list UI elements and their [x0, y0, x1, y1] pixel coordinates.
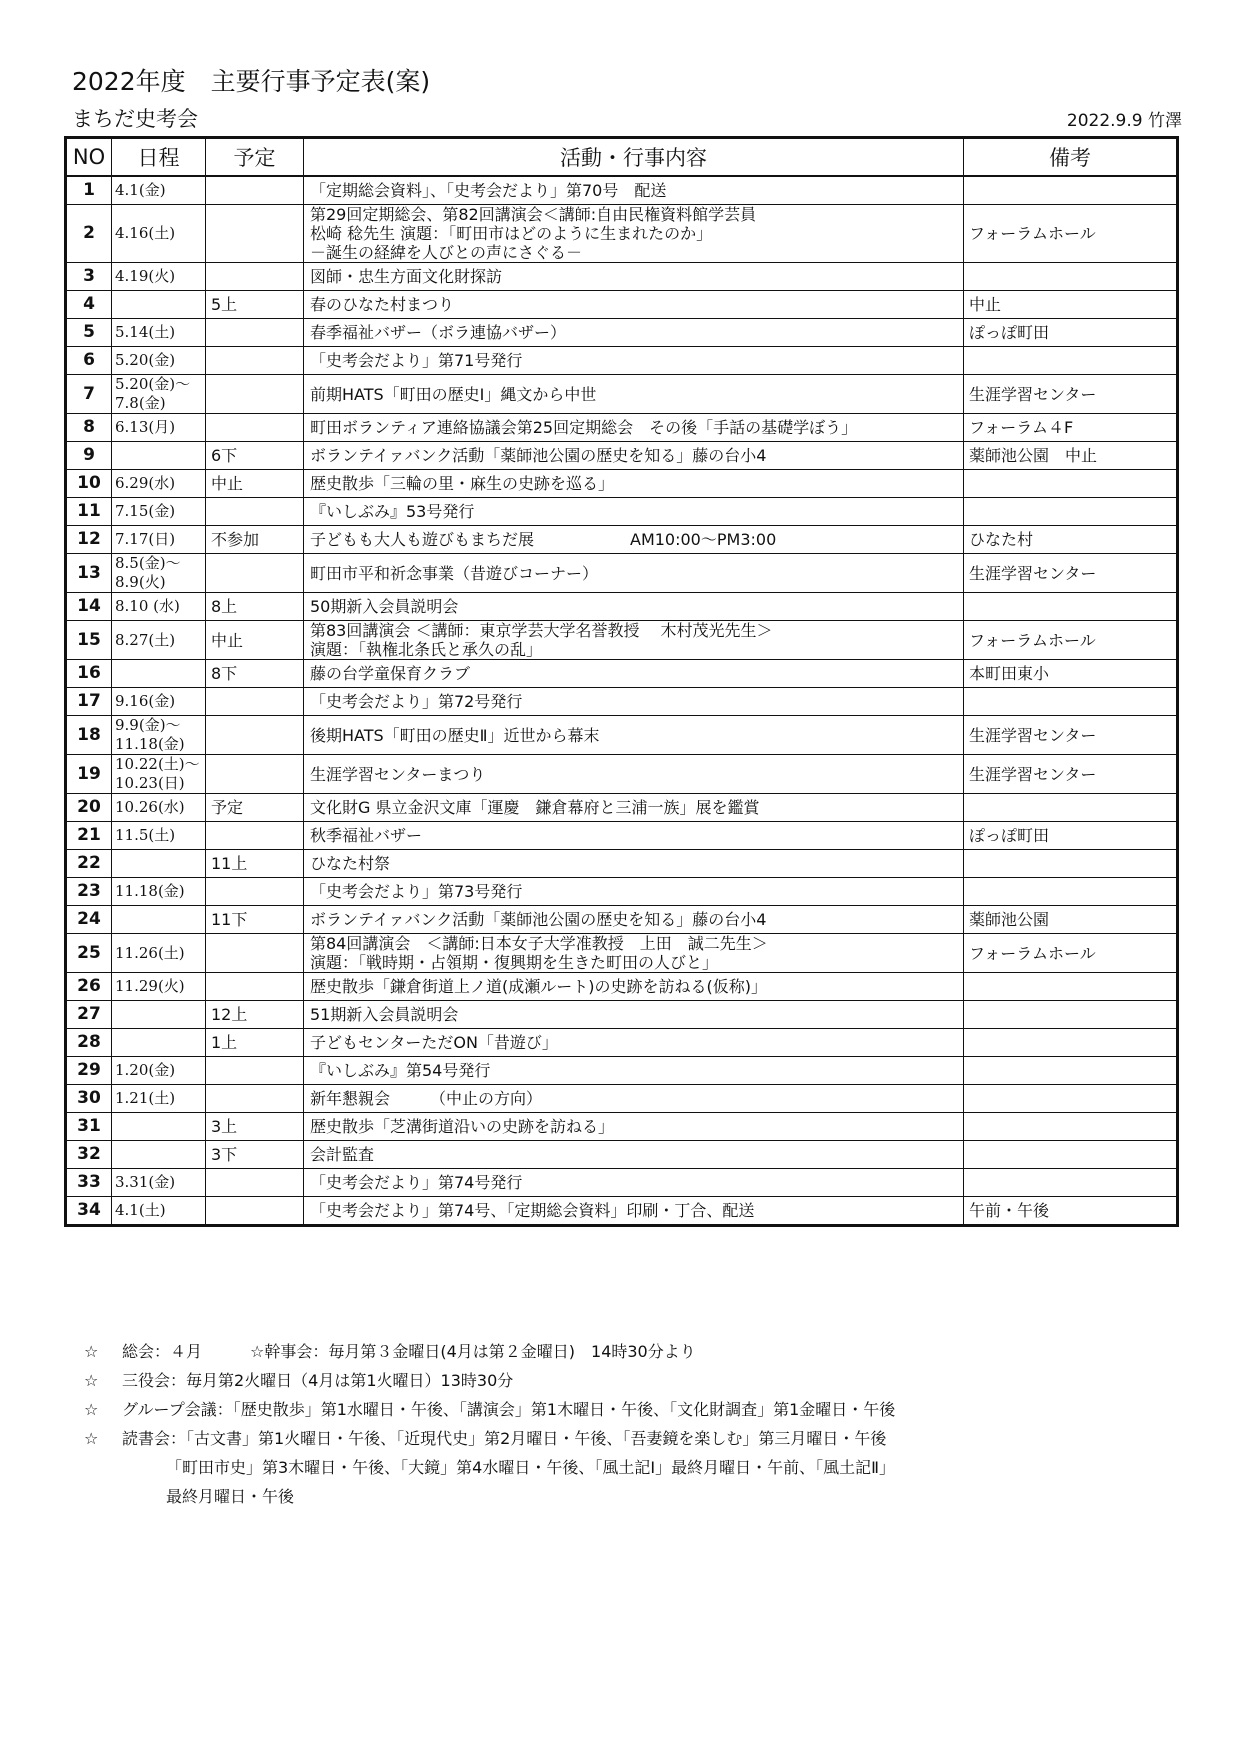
note-cell: 薬師池公園 中止 [964, 442, 1178, 470]
activity-cell: 「史考会だより」第71号発行 [304, 347, 964, 375]
note-cell [964, 1141, 1178, 1169]
row-number: 17 [66, 688, 112, 716]
row-number: 27 [66, 1001, 112, 1029]
row-number: 16 [66, 660, 112, 688]
table-row [66, 593, 1178, 621]
note-cell [964, 1113, 1178, 1141]
schedule-cell [112, 850, 206, 878]
note-cell: 生涯学習センター [964, 554, 1178, 593]
schedule-cell: 9.16(金) [112, 688, 206, 716]
activity-cell: 「史考会だより」第74号、「定期総会資料」印刷・丁合、配送 [304, 1197, 964, 1226]
note-line [84, 1453, 1184, 1482]
plan-cell: 3下 [206, 1141, 304, 1169]
note-cell: ひなた村 [964, 526, 1178, 554]
table-row [66, 1029, 1178, 1057]
schedule-cell: 10.22(土)～10.23(日) [112, 755, 206, 794]
activity-cell: ボランテイァバンク活動「薬師池公園の歴史を知る」藤の台小4 [304, 906, 964, 934]
table-row [66, 755, 1178, 794]
plan-cell: 12上 [206, 1001, 304, 1029]
schedule-cell [112, 1029, 206, 1057]
schedule-cell: 11.18(金) [112, 878, 206, 906]
plan-cell [206, 263, 304, 291]
note-cell [964, 1029, 1178, 1057]
note-cell: 薬師池公園 [964, 906, 1178, 934]
table-row [66, 205, 1178, 263]
note-cell [964, 973, 1178, 1001]
plan-cell: 8上 [206, 593, 304, 621]
row-number: 33 [66, 1169, 112, 1197]
plan-cell [206, 1197, 304, 1226]
note-cell: 本町田東小 [964, 660, 1178, 688]
plan-cell: 中止 [206, 470, 304, 498]
note-cell: 午前・午後 [964, 1197, 1178, 1226]
star-icon: ☆ [84, 1342, 99, 1361]
schedule-cell [112, 291, 206, 319]
table-row [66, 263, 1178, 291]
plan-cell: 8下 [206, 660, 304, 688]
plan-cell [206, 688, 304, 716]
table-row [66, 470, 1178, 498]
column-header-plan: 予定 [206, 138, 304, 177]
note-cell: フォーラムホール [964, 205, 1178, 263]
column-header-no: NO [66, 138, 112, 177]
row-number: 28 [66, 1029, 112, 1057]
schedule-cell: 11.5(土) [112, 822, 206, 850]
schedule-cell: 8.10 (水) [112, 593, 206, 621]
row-number: 19 [66, 755, 112, 794]
schedule-cell: 9.9(金)～11.18(金) [112, 716, 206, 755]
note-line [84, 1366, 1184, 1395]
schedule-cell: 7.15(金) [112, 498, 206, 526]
schedule-table [64, 136, 1179, 1227]
activity-cell: 町田市平和祈念事業（昔遊びコーナー） [304, 554, 964, 593]
activity-cell: 春のひなた村まつり [304, 291, 964, 319]
activity-cell: 51期新入会員説明会 [304, 1001, 964, 1029]
plan-cell [206, 934, 304, 973]
schedule-cell: 5.20(金) [112, 347, 206, 375]
row-number: 13 [66, 554, 112, 593]
footer-notes [84, 1337, 1184, 1511]
note-officers-meeting: 三役会：毎月第2火曜日（4月は第1火曜日）13時30分 [122, 1371, 514, 1390]
activity-cell: 前期HATS「町田の歴史Ⅰ」縄文から中世 [304, 375, 964, 414]
schedule-cell: 3.31(金) [112, 1169, 206, 1197]
organization-name: まちだ史考会 [72, 107, 198, 131]
plan-cell [206, 973, 304, 1001]
note-cell: ぽっぽ町田 [964, 822, 1178, 850]
note-cell [964, 498, 1178, 526]
row-number: 15 [66, 621, 112, 660]
schedule-cell [112, 442, 206, 470]
activity-cell: 「史考会だより」第74号発行 [304, 1169, 964, 1197]
row-number: 2 [66, 205, 112, 263]
row-number: 9 [66, 442, 112, 470]
table-row [66, 973, 1178, 1001]
note-cell [964, 1057, 1178, 1085]
schedule-cell [112, 660, 206, 688]
schedule-cell: 4.16(土) [112, 205, 206, 263]
plan-cell [206, 716, 304, 755]
table-row [66, 319, 1178, 347]
schedule-cell: 6.13(月) [112, 414, 206, 442]
note-cell: フォーラムホール [964, 934, 1178, 973]
note-general-meeting: 総会：４月 ☆幹事会：毎月第３金曜日(4月は第２金曜日) 14時30分より [122, 1342, 696, 1361]
activity-cell: 文化財G 県立金沢文庫「運慶 鎌倉幕府と三浦一族」展を鑑賞 [304, 794, 964, 822]
table-row [66, 906, 1178, 934]
schedule-cell: 5.14(土) [112, 319, 206, 347]
plan-cell: 3上 [206, 1113, 304, 1141]
activity-cell: 歴史散歩「三輪の里・麻生の史跡を巡る」 [304, 470, 964, 498]
table-row [66, 878, 1178, 906]
note-cell [964, 794, 1178, 822]
row-number: 29 [66, 1057, 112, 1085]
schedule-cell: 8.27(土) [112, 621, 206, 660]
table-row [66, 526, 1178, 554]
note-cell [964, 347, 1178, 375]
row-number: 4 [66, 291, 112, 319]
activity-cell: 図師・忠生方面文化財探訪 [304, 263, 964, 291]
schedule-cell: 4.1(土) [112, 1197, 206, 1226]
activity-cell: ひなた村祭 [304, 850, 964, 878]
page-title: 2022年度 主要行事予定表(案) [72, 67, 431, 96]
activity-cell: 『いしぶみ』53号発行 [304, 498, 964, 526]
row-number: 12 [66, 526, 112, 554]
column-header-schedule: 日程 [112, 138, 206, 177]
row-number: 24 [66, 906, 112, 934]
plan-cell [206, 319, 304, 347]
note-cell [964, 1001, 1178, 1029]
activity-cell: 生涯学習センターまつり [304, 755, 964, 794]
note-line [84, 1482, 1184, 1511]
row-number: 8 [66, 414, 112, 442]
activity-cell: 歴史散歩「鎌倉街道上ノ道(成瀬ルート)の史跡を訪ねる(仮称)」 [304, 973, 964, 1001]
plan-cell: 予定 [206, 794, 304, 822]
plan-cell [206, 1169, 304, 1197]
row-number: 7 [66, 375, 112, 414]
plan-cell [206, 205, 304, 263]
table-row [66, 176, 1178, 205]
note-cell [964, 176, 1178, 205]
row-number: 26 [66, 973, 112, 1001]
plan-cell [206, 498, 304, 526]
document-date: 2022.9.9 竹澤 [1066, 111, 1182, 131]
note-cell: ぽっぽ町田 [964, 319, 1178, 347]
activity-cell: 『いしぶみ』第54号発行 [304, 1057, 964, 1085]
table-row [66, 1197, 1178, 1226]
activity-cell: 「史考会だより」第72号発行 [304, 688, 964, 716]
schedule-cell [112, 1113, 206, 1141]
schedule-cell: 6.29(水) [112, 470, 206, 498]
table-row [66, 850, 1178, 878]
schedule-cell [112, 906, 206, 934]
plan-cell [206, 554, 304, 593]
note-cell [964, 688, 1178, 716]
plan-cell [206, 176, 304, 205]
row-number: 22 [66, 850, 112, 878]
note-cell [964, 1085, 1178, 1113]
row-number: 5 [66, 319, 112, 347]
activity-cell: 50期新入会員説明会 [304, 593, 964, 621]
table-row [66, 934, 1178, 973]
note-group-meeting: グループ会議：「歴史散歩」第1水曜日・午後、「講演会」第1木曜日・午後、「文化財調査」第1金曜日・午後 [122, 1400, 896, 1419]
schedule-cell [112, 1001, 206, 1029]
table-row [66, 621, 1178, 660]
table-row [66, 1057, 1178, 1085]
plan-cell [206, 822, 304, 850]
activity-cell: 第83回講演会 ＜講師：東京学芸大学名誉教授 木村茂光先生＞ 演題：「執権北条氏と承久の乱」 [304, 621, 964, 660]
table-row [66, 688, 1178, 716]
activity-cell: 新年懇親会 （中止の方向） [304, 1085, 964, 1113]
plan-cell: 6下 [206, 442, 304, 470]
plan-cell: 11下 [206, 906, 304, 934]
activity-cell: 秋季福祉バザー [304, 822, 964, 850]
row-number: 14 [66, 593, 112, 621]
note-cell [964, 263, 1178, 291]
note-cell: フォーラム４F [964, 414, 1178, 442]
note-line [84, 1424, 1184, 1453]
plan-cell: 11上 [206, 850, 304, 878]
column-header-activity: 活動・行事内容 [304, 138, 964, 177]
activity-cell: 会計監査 [304, 1141, 964, 1169]
table-header-row [66, 138, 1178, 177]
note-cell [964, 850, 1178, 878]
activity-cell: 後期HATS「町田の歴史Ⅱ」近世から幕末 [304, 716, 964, 755]
row-number: 34 [66, 1197, 112, 1226]
row-number: 23 [66, 878, 112, 906]
plan-cell [206, 347, 304, 375]
schedule-cell: 8.5(金)～8.9(火) [112, 554, 206, 593]
row-number: 32 [66, 1141, 112, 1169]
schedule-cell: 4.19(火) [112, 263, 206, 291]
row-number: 21 [66, 822, 112, 850]
note-cell: 生涯学習センター [964, 375, 1178, 414]
activity-cell: 春季福祉バザー（ボラ連協バザー） [304, 319, 964, 347]
plan-cell [206, 375, 304, 414]
row-number: 18 [66, 716, 112, 755]
plan-cell: 1上 [206, 1029, 304, 1057]
plan-cell: 不参加 [206, 526, 304, 554]
table-row [66, 554, 1178, 593]
table-row [66, 794, 1178, 822]
note-cell: 中止 [964, 291, 1178, 319]
row-number: 6 [66, 347, 112, 375]
note-line [84, 1337, 1184, 1366]
row-number: 20 [66, 794, 112, 822]
table-row [66, 822, 1178, 850]
table-row [66, 1001, 1178, 1029]
column-header-note: 備考 [964, 138, 1178, 177]
note-reading-group-cont: 「町田市史」第3木曜日・午後、「大鏡」第4水曜日・午後、「風土記Ⅰ」最終月曜日・午前、「風土記Ⅱ」 [166, 1458, 895, 1477]
schedule-cell: 11.29(火) [112, 973, 206, 1001]
plan-cell [206, 755, 304, 794]
plan-cell: 中止 [206, 621, 304, 660]
row-number: 10 [66, 470, 112, 498]
schedule-cell: 11.26(土) [112, 934, 206, 973]
plan-cell [206, 1057, 304, 1085]
activity-cell: 第29回定期総会、第82回講演会＜講師:自由民権資料館学芸員 松崎 稔先生 演題：「町田市はどのように生まれたのか」 －誕生の経緯を人びとの声にさぐる－ [304, 205, 964, 263]
row-number: 3 [66, 263, 112, 291]
table-row [66, 1141, 1178, 1169]
table-row [66, 1169, 1178, 1197]
row-number: 11 [66, 498, 112, 526]
note-cell [964, 878, 1178, 906]
activity-cell: ボランテイァバンク活動「薬師池公園の歴史を知る」藤の台小4 [304, 442, 964, 470]
table-row [66, 291, 1178, 319]
schedule-cell: 4.1(金) [112, 176, 206, 205]
note-cell: フォーラムホール [964, 621, 1178, 660]
activity-cell: 「史考会だより」第73号発行 [304, 878, 964, 906]
schedule-cell: 5.20(金)～7.8(金) [112, 375, 206, 414]
note-cell [964, 1169, 1178, 1197]
schedule-cell: 1.21(土) [112, 1085, 206, 1113]
table-row [66, 347, 1178, 375]
plan-cell [206, 1085, 304, 1113]
schedule-cell [112, 1141, 206, 1169]
note-reading-group-cont2: 最終月曜日・午後 [166, 1487, 295, 1506]
table-row [66, 498, 1178, 526]
table-body [66, 176, 1178, 1226]
schedule-cell: 7.17(日) [112, 526, 206, 554]
table-row [66, 375, 1178, 414]
activity-cell: 藤の台学童保育クラブ [304, 660, 964, 688]
table-row [66, 1085, 1178, 1113]
activity-cell: 子どもセンターただON「昔遊び」 [304, 1029, 964, 1057]
note-cell: 生涯学習センター [964, 716, 1178, 755]
row-number: 31 [66, 1113, 112, 1141]
note-cell: 生涯学習センター [964, 755, 1178, 794]
plan-cell [206, 878, 304, 906]
activity-cell: 歴史散歩「芝溝街道沿いの史跡を訪ねる」 [304, 1113, 964, 1141]
star-icon: ☆ [84, 1400, 99, 1419]
activity-cell: 第84回講演会 ＜講師:日本女子大学准教授 上田 誠二先生＞ 演題：「戦時期・占領期・復興期を生きた町田の人びと」 [304, 934, 964, 973]
schedule-cell: 1.20(金) [112, 1057, 206, 1085]
table-row [66, 716, 1178, 755]
table-row [66, 660, 1178, 688]
activity-cell: 町田ボランティア連絡協議会第25回定期総会 その後「手話の基礎学ぼう」 [304, 414, 964, 442]
row-number: 30 [66, 1085, 112, 1113]
plan-cell: 5上 [206, 291, 304, 319]
activity-cell: 子どもも大人も遊びもまちだ展 AM10:00～PM3:00 [304, 526, 964, 554]
note-line [84, 1395, 1184, 1424]
table-row [66, 1113, 1178, 1141]
activity-cell: 「定期総会資料」、「史考会だより」第70号 配送 [304, 176, 964, 205]
table-row [66, 414, 1178, 442]
table-row [66, 442, 1178, 470]
row-number: 1 [66, 176, 112, 205]
star-icon: ☆ [84, 1371, 99, 1390]
note-cell [964, 593, 1178, 621]
row-number: 25 [66, 934, 112, 973]
plan-cell [206, 414, 304, 442]
note-reading-group: 読書会：「古文書」第1火曜日・午後、「近現代史」第2月曜日・午後、「吾妻鏡を楽しむ」第三月曜日・午後 [122, 1429, 887, 1448]
star-icon: ☆ [84, 1429, 99, 1448]
schedule-cell: 10.26(水) [112, 794, 206, 822]
note-cell [964, 470, 1178, 498]
